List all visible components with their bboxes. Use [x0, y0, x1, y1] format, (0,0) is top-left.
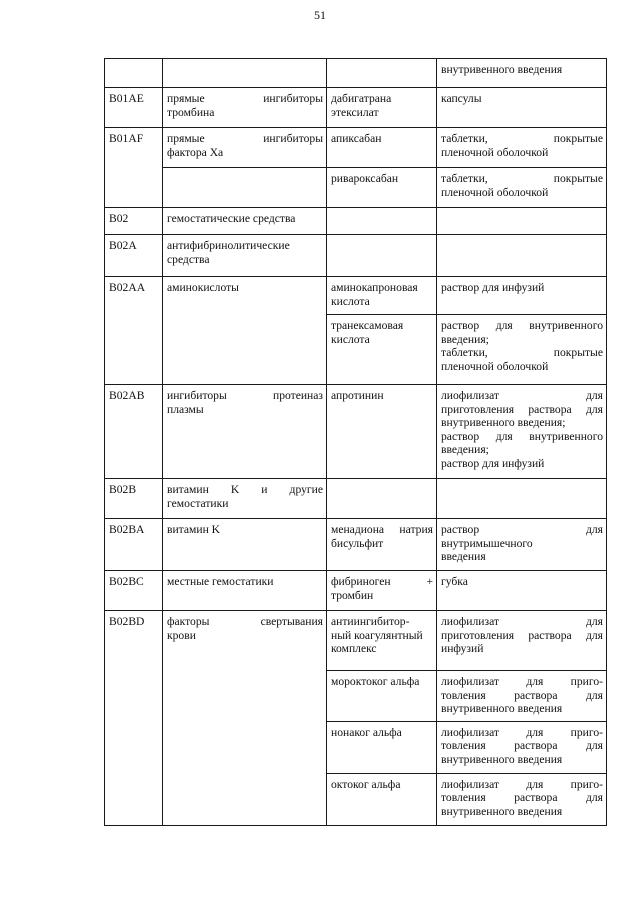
cell-text-line: ный коагулянтный	[331, 628, 423, 642]
group-cell	[163, 571, 327, 611]
cell-text-line: факторы свертывания	[167, 615, 323, 628]
form-cell	[437, 519, 607, 571]
atc-code-cell: B02	[105, 208, 163, 235]
group-cell	[163, 385, 327, 479]
table-row	[105, 128, 607, 168]
group-cell	[163, 277, 327, 385]
form-cell	[437, 235, 607, 277]
cell-text-line: аминокислоты	[167, 281, 239, 294]
cell-text-line: товления раствора для	[441, 791, 603, 804]
cell-text-line: крови	[167, 628, 196, 642]
group-cell	[163, 59, 327, 88]
atc-code-cell: B01AF	[105, 128, 163, 208]
atc-code-cell: B01AE	[105, 88, 163, 128]
atc-code-cell: B02BC	[105, 571, 163, 611]
drug-cell	[327, 773, 437, 825]
table-row	[105, 571, 607, 611]
cell-text-line: гемостатики	[167, 496, 229, 510]
cell-text-line: апротинин	[331, 389, 384, 402]
atc-code-cell: B02BA	[105, 519, 163, 571]
cell-text-line: раствор для внутривенного	[441, 319, 603, 332]
cell-text-line: лиофилизат для приго-	[441, 725, 603, 739]
form-cell	[437, 773, 607, 825]
drug-cell	[327, 208, 437, 235]
cell-text-line: витамин K и другие	[167, 483, 323, 496]
table-row	[105, 519, 607, 571]
form-cell	[437, 277, 607, 315]
table-row	[105, 59, 607, 88]
cell-text-line: прямые ингибиторы	[167, 132, 323, 145]
atc-code-cell: B02AB	[105, 385, 163, 479]
cell-text-line: введения	[441, 550, 486, 563]
form-cell	[437, 571, 607, 611]
cell-text-line: внутривенного введения	[441, 702, 563, 715]
cell-text-line: кислота	[331, 294, 370, 308]
cell-text-line: внутримышечного	[441, 536, 533, 550]
cell-text-line: раствор для	[441, 523, 603, 536]
drug-cell	[327, 277, 437, 315]
table-body	[105, 59, 607, 826]
form-cell	[437, 315, 607, 385]
cell-text-line: внутривенного введения	[441, 63, 563, 76]
cell-text-line: приготовления раствора для	[441, 402, 603, 416]
table-row	[105, 479, 607, 519]
cell-text-line: фибриноген +	[331, 575, 433, 588]
form-cell	[437, 128, 607, 168]
drug-cell	[327, 519, 437, 571]
cell-text-line: лиофилизат для приго-	[441, 675, 603, 688]
table-row	[105, 88, 607, 128]
cell-text-line: средства	[167, 252, 210, 266]
group-cell	[163, 479, 327, 519]
cell-text-line: таблетки, покрытые	[441, 346, 603, 359]
drug-cell	[327, 128, 437, 168]
drug-cell	[327, 611, 437, 671]
cell-text-line: кислота	[331, 332, 370, 346]
cell-text-line: аминокапроновая	[331, 281, 418, 294]
group-cell	[163, 128, 327, 168]
drug-cell	[327, 479, 437, 519]
cell-text-line: антиингибитор-	[331, 615, 410, 628]
form-cell	[437, 611, 607, 671]
cell-text-line: тромбина	[167, 105, 215, 119]
atc-code-cell: B02B	[105, 479, 163, 519]
drug-cell	[327, 59, 437, 88]
cell-text-line: пленочной оболочкой	[441, 145, 549, 159]
cell-text-line: раствор для инфузий	[441, 456, 545, 470]
table-row	[105, 611, 607, 671]
cell-text-line: прямые ингибиторы	[167, 92, 323, 105]
cell-text-line: витамин K	[167, 523, 221, 536]
drug-cell	[327, 671, 437, 722]
table-row	[105, 208, 607, 235]
cell-text-line: лиофилизат для	[441, 389, 603, 402]
form-cell	[437, 208, 607, 235]
cell-text-line: инфузий	[441, 642, 484, 655]
cell-text-line: введения;	[441, 332, 489, 346]
table-row	[105, 235, 607, 277]
cell-text-line: тромбин	[331, 588, 374, 602]
cell-text-line: ингибиторы протеиназ	[167, 389, 323, 402]
page-number: 51	[314, 8, 326, 22]
cell-text-line: таблетки, покрытые	[441, 132, 603, 145]
atc-code-cell: B02A	[105, 235, 163, 277]
cell-text-line: апиксабан	[331, 132, 382, 145]
cell-text-line: октоког альфа	[331, 777, 401, 791]
cell-text-line: антифибринолитические	[167, 239, 290, 252]
atc-code-cell: B02AA	[105, 277, 163, 385]
group-cell	[163, 519, 327, 571]
cell-text-line: пленочной оболочкой	[441, 185, 549, 199]
cell-text-line: таблетки, покрытые	[441, 172, 603, 185]
form-cell	[437, 88, 607, 128]
drug-cell	[327, 571, 437, 611]
form-cell	[437, 721, 607, 773]
drug-cell	[327, 721, 437, 773]
cell-text-line: внутривенного введения;	[441, 416, 566, 429]
drug-cell	[327, 315, 437, 385]
form-cell	[437, 168, 607, 208]
cell-text-line: пленочной оболочкой	[441, 359, 549, 373]
cell-text-line: дабигатрана	[331, 92, 392, 105]
group-cell	[163, 168, 327, 208]
table-row	[105, 385, 607, 479]
cell-text-line: бисульфит	[331, 536, 384, 550]
group-cell	[163, 88, 327, 128]
cell-text-line: товления раствора для	[441, 739, 603, 752]
cell-text-line: товления раствора для	[441, 688, 603, 702]
drug-cell	[327, 235, 437, 277]
cell-text-line: мороктоког альфа	[331, 675, 420, 688]
atc-code-cell	[105, 59, 163, 88]
cell-text-line: внутривенного введения	[441, 804, 563, 818]
cell-text-line: лиофилизат для приго-	[441, 777, 603, 791]
group-cell	[163, 611, 327, 826]
cell-text-line: плазмы	[167, 402, 204, 416]
cell-text-line: раствор для внутривенного	[441, 429, 603, 443]
cell-text-line: комплекс	[331, 642, 377, 655]
cell-text-line: этексилат	[331, 105, 379, 119]
cell-text-line: введения;	[441, 443, 489, 456]
cell-text-line: губка	[441, 575, 468, 588]
table-row	[105, 277, 607, 315]
drug-classification-table	[104, 58, 607, 826]
cell-text-line: транексамовая	[331, 319, 404, 332]
cell-text-line: внутривенного введения	[441, 752, 563, 766]
cell-text-line: гемостатические средства	[167, 212, 296, 225]
cell-text-line: приготовления раствора для	[441, 628, 603, 642]
table-row	[105, 168, 607, 208]
drug-cell	[327, 168, 437, 208]
form-cell	[437, 671, 607, 722]
cell-text-line: лиофилизат для	[441, 615, 603, 628]
cell-text-line: менадиона натрия	[331, 523, 433, 536]
drug-cell	[327, 88, 437, 128]
cell-text-line: капсулы	[441, 92, 482, 105]
cell-text-line: ривароксабан	[331, 172, 399, 185]
form-cell	[437, 385, 607, 479]
group-cell	[163, 235, 327, 277]
cell-text-line: раствор для инфузий	[441, 281, 545, 294]
cell-text-line: местные гемостатики	[167, 575, 274, 588]
drug-cell	[327, 385, 437, 479]
group-cell	[163, 208, 327, 235]
cell-text-line: нонаког альфа	[331, 725, 402, 739]
form-cell	[437, 59, 607, 88]
atc-code-cell: B02BD	[105, 611, 163, 826]
cell-text-line: фактора Ха	[167, 145, 224, 159]
form-cell	[437, 479, 607, 519]
